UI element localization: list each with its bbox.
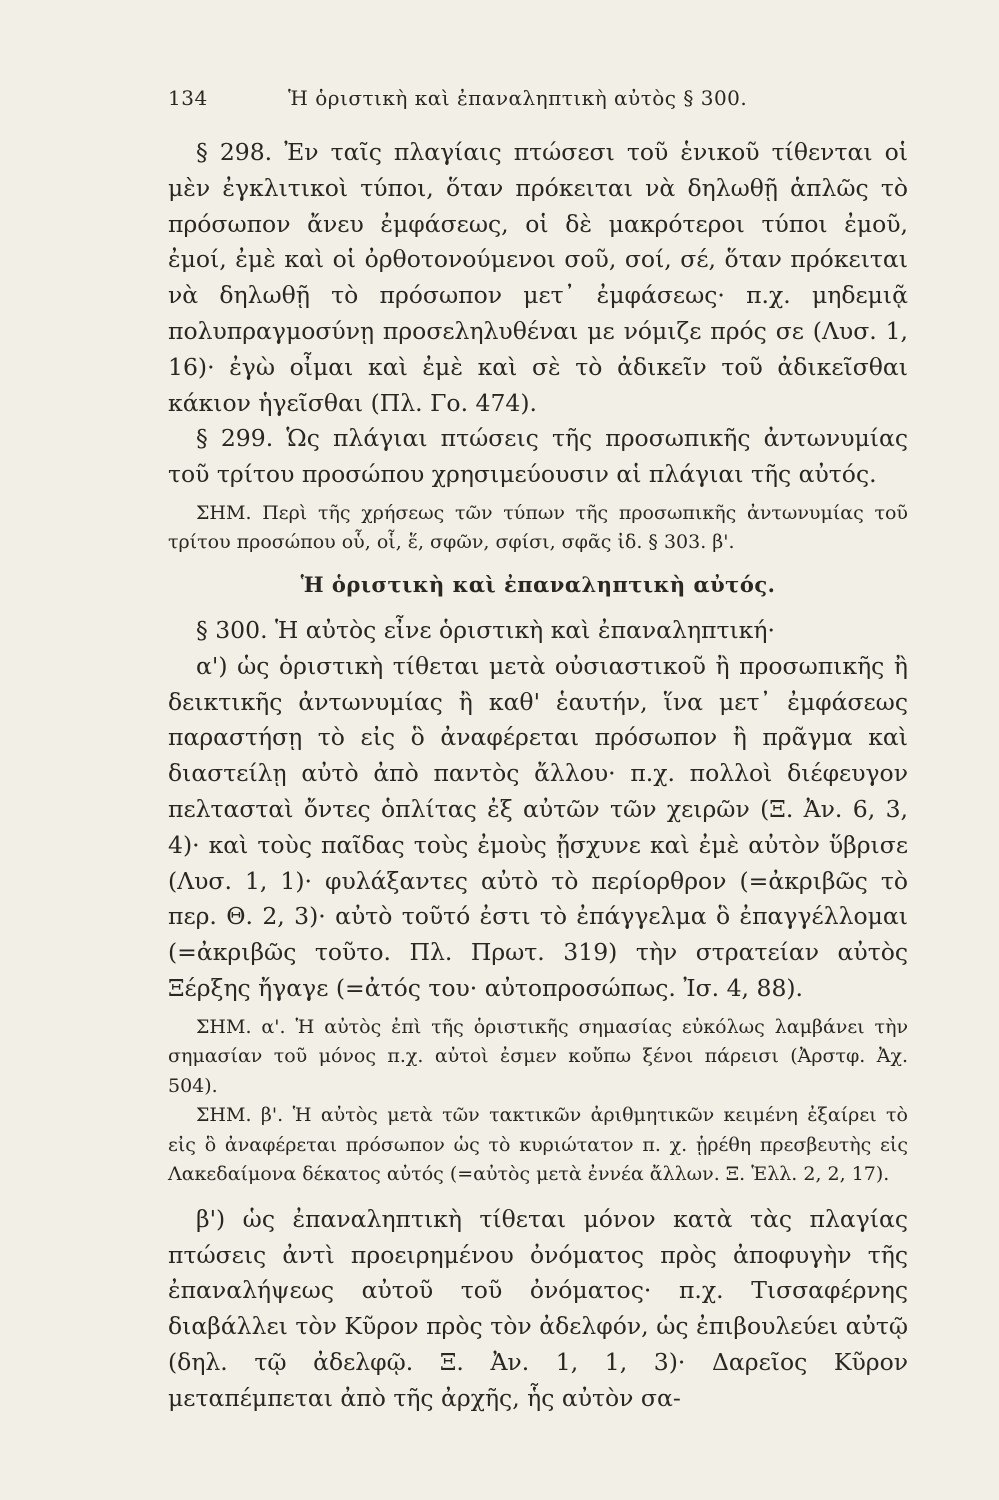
running-title: Ἡ ὁριστικὴ καὶ ἐπαναληπτικὴ αὐτὸς § 300. bbox=[288, 86, 748, 110]
main-text bbox=[168, 135, 908, 1417]
paragraph-299: § 299. Ὡς πλάγιαι πτώσεις τῆς προσωπικῆς ἀντωνυμίας τοῦ τρίτου προσώπου χρησιμεύουσιν αἱ πλάγιαι τῆς αὐτός. bbox=[168, 424, 908, 489]
page-number: 134 bbox=[168, 86, 208, 110]
note-299: ΣΗΜ. Περὶ τῆς χρήσεως τῶν τύπων τῆς προσωπικῆς ἀντωνυμίας τοῦ τρίτου προσώπου οὗ, οἷ, ἕ, σφῶν, σφίσι, σφᾶς ἰδ. § 303. β'. bbox=[168, 501, 908, 554]
paragraph-300: § 300. Ἡ αὐτὸς εἶνε ὁριστικὴ καὶ ἐπαναληπτική· bbox=[196, 615, 775, 644]
paragraph-300-b: β') ὡς ἐπαναληπτικὴ τίθεται μόνον κατὰ τὰς πλαγίας πτώσεις ἀντὶ προειρημένου ὀνόματος πρὸς ἀποφυγὴν τῆς ἐπαναλήψεως αὐτοῦ τοῦ ὀνόματος· π.χ. Τισσαφέρνης διαβάλλει τὸν Κῦρον πρὸς τὸν ἀδελφόν, ὡς ἐπιβουλεύει αὐτῷ (δηλ. τῷ ἀδελφῷ. Ξ. Ἀν. 1, 1, 3)· Δαρεῖος Κῦρον μεταπέμπεται ἀπὸ τῆς ἀρχῆς, ἧς αὐτὸν σα- bbox=[168, 1204, 908, 1412]
section-heading: Ἡ ὁριστικὴ καὶ ἐπαναληπτικὴ αὐτός. bbox=[300, 571, 776, 597]
paragraph-300-a: α') ὡς ὁριστικὴ τίθεται μετὰ οὐσιαστικοῦ ἢ προσωπικῆς ἢ δεικτικῆς ἀντωνυμίας ἢ καθ' ἑαυτήν, ἵνα μετ᾽ ἐμφάσεως παραστήσῃ τὸ εἰς ὃ ἀναφέρεται πρόσωπον ἢ πρᾶγμα καὶ διαστείλῃ αὐτὸ ἀπὸ παντὸς ἄλλου· π.χ. πολλοὶ διέφευγον πελτασταὶ ὄντες ὁπλίτας ἐξ αὐτῶν τῶν χειρῶν (Ξ. Ἀν. 6, 3, 4)· καὶ τοὺς παῖδας τοὺς ἐμοὺς ᾔσχυνε καὶ ἐμὲ αὐτὸν ὕβρισε (Λυσ. 1, 1)· φυλάξαντες αὐτὸ τὸ περίορθρον (=ἀκριβῶς τὸ περ. Θ. 2, 3)· αὐτὸ τοῦτό ἐστι τὸ ἐπάγγελμα ὃ ἐπαγγέλλομαι (=ἀκριβῶς τοῦτο. Πλ. Πρωτ. 319) τὴν στρατείαν αὐτὸς Ξέρξης ἤγαγε (=ἀτός του· αὐτοπροσώπως. Ἰσ. 4, 88). bbox=[168, 651, 908, 1002]
note-300-b: ΣΗΜ. β'. Ἡ αὐτὸς μετὰ τῶν τακτικῶν ἀριθμητικῶν κειμένη ἐξαίρει τὸ εἰς ὃ ἀναφέρεται πρόσωπον ὡς τὸ κυριώτατον π. χ. ᾑρέθη πρεσβευτὴς εἰς Λακεδαίμονα δέκατος αὐτός (=αὐτὸς μετὰ ἐννέα ἄλλων. Ξ. Ἑλλ. 2, 2, 17). bbox=[168, 1104, 908, 1186]
running-header bbox=[168, 86, 908, 110]
note-300-a: ΣΗΜ. α'. Ἡ αὐτὸς ἐπὶ τῆς ὁριστικῆς σημασίας εὐκόλως λαμβάνει τὴν σημασίαν τοῦ μόνος π.χ. αὐτοὶ ἐσμεν κοὔπω ξένοι πάρεισι (Ἀρστφ. Ἀχ. 504). bbox=[168, 1015, 908, 1097]
paragraph-298: § 298. Ἐν ταῖς πλαγίαις πτώσεσι τοῦ ἑνικοῦ τίθενται οἱ μὲν ἐγκλιτικοὶ τύποι, ὅταν πρόκειται νὰ δηλωθῇ ἁπλῶς τὸ πρόσωπον ἄνευ ἐμφάσεως, οἱ δὲ μακρότεροι τύποι ἐμοῦ, ἐμοί, ἐμὲ καὶ οἱ ὀρθοτονούμενοι σοῦ, σοί, σέ, ὅταν πρόκειται νὰ δηλωθῇ τὸ πρόσωπον μετ᾽ ἐμφάσεως· π.χ. μηδεμιᾷ πολυπραγμοσύνῃ προσεληλυθέναι με νόμιζε πρός σε (Λυσ. 1, 16)· ἐγὼ οἶμαι καὶ ἐμὲ καὶ σὲ τὸ ἀδικεῖν τοῦ ἀδικεῖσθαι κάκιον ἡγεῖσθαι (Πλ. Γο. 474). bbox=[168, 138, 908, 417]
